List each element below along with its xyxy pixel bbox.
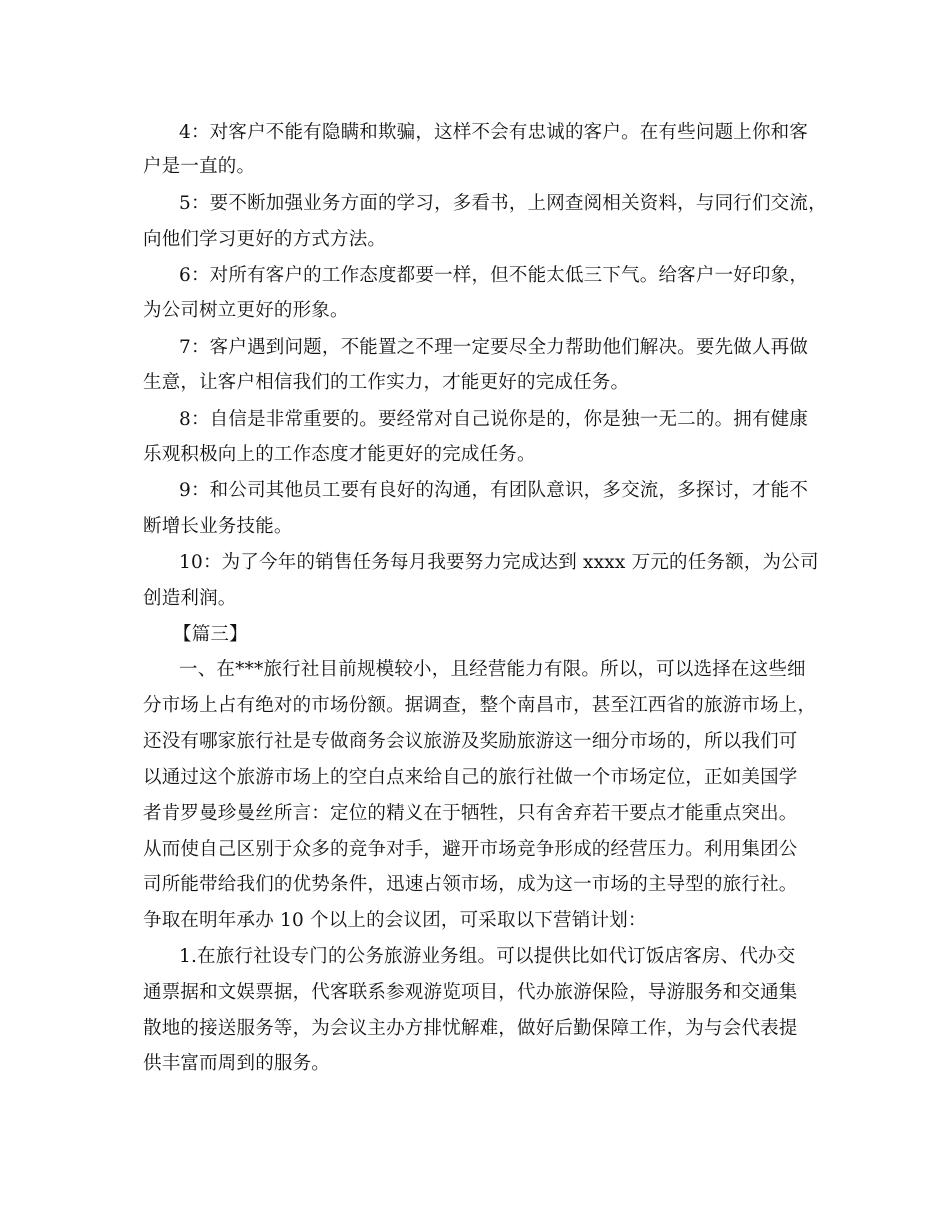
text-line-item-4-a: 4：对客户不能有隐瞒和欺骗，这样不会有忠诚的客户。在有些问题上你和客 [179,122,809,143]
text-line-para-2-b: 通票据和文娱票据，代客联系参观游览项目，代办旅游保险，导游服务和交通集 [143,982,798,1003]
text-line-para-1-c: 还没有哪家旅行社是专做商务会议旅游及奖励旅游这一细分市场的，所以我们可 [143,731,798,752]
text-line-para-2-c: 散地的接送服务等，为会议主办方排忧解难，做好后勤保障工作，为与会代表提 [143,1018,798,1039]
section-heading: 【篇三】 [173,624,248,645]
text-line-item-10-b: 创造利润。 [143,588,237,609]
text-line-para-1-h: 争取在明年承办 10 个以上的会议团，可采取以下营销计划： [143,910,647,931]
text-line-item-9-b: 断增长业务技能。 [143,516,293,537]
text-line-item-7-a: 7：客户遇到问题，不能置之不理一定要尽全力帮助他们解决。要先做人再做 [179,337,809,358]
text-line-item-6-a: 6：对所有客户的工作态度都要一样，但不能太低三下气。给客户一好印象， [179,265,809,286]
text-line-para-1-d: 以通过这个旅游市场上的空白点来给自己的旅行社做一个市场定位，正如美国学 [143,767,798,788]
text-line-para-2-a: 1.在旅行社设专门的公务旅游业务组。可以提供比如代订饭店客房、代办交 [179,946,796,967]
text-line-para-2-d: 供丰富而周到的服务。 [143,1053,331,1074]
text-line-item-10-a: 10：为了今年的销售任务每月我要努力完成达到 xxxx 万元的任务额，为公司 [179,552,819,573]
text-line-item-8-a: 8：自信是非常重要的。要经常对自己说你是的，你是独一无二的。拥有健康 [179,409,809,430]
text-line-item-5-a: 5：要不断加强业务方面的学习，多看书，上网查阅相关资料，与同行们交流， [179,193,827,214]
text-line-para-1-e: 者肯罗曼珍曼丝所言：定位的精义在于牺牲，只有舍弃若干要点才能重点突出。 [143,803,798,824]
text-line-para-1-a: 一、在***旅行社目前规模较小，且经营能力有限。所以，可以选择在这些细 [179,659,806,680]
text-line-item-8-b: 乐观积极向上的工作态度才能更好的完成任务。 [143,444,536,465]
text-line-item-7-b: 生意，让客户相信我们的工作实力，才能更好的完成任务。 [143,372,630,393]
text-line-item-5-b: 向他们学习更好的方式方法。 [143,229,387,250]
text-line-para-1-f: 从而使自己区别于众多的竞争对手，避开市场竞争形成的经营压力。利用集团公 [143,839,798,860]
text-line-item-4-b: 户是一直的。 [143,156,256,177]
text-line-para-1-g: 司所能带给我们的优势条件，迅速占领市场，成为这一市场的主导型的旅行社。 [143,874,798,895]
text-line-para-1-b: 分市场上占有绝对的市场份额。据调查，整个南昌市，甚至江西省的旅游市场上， [143,695,817,716]
text-line-item-9-a: 9：和公司其他员工要有良好的沟通，有团队意识，多交流，多探讨，才能不 [179,480,809,501]
text-line-item-6-b: 为公司树立更好的形象。 [143,300,349,321]
